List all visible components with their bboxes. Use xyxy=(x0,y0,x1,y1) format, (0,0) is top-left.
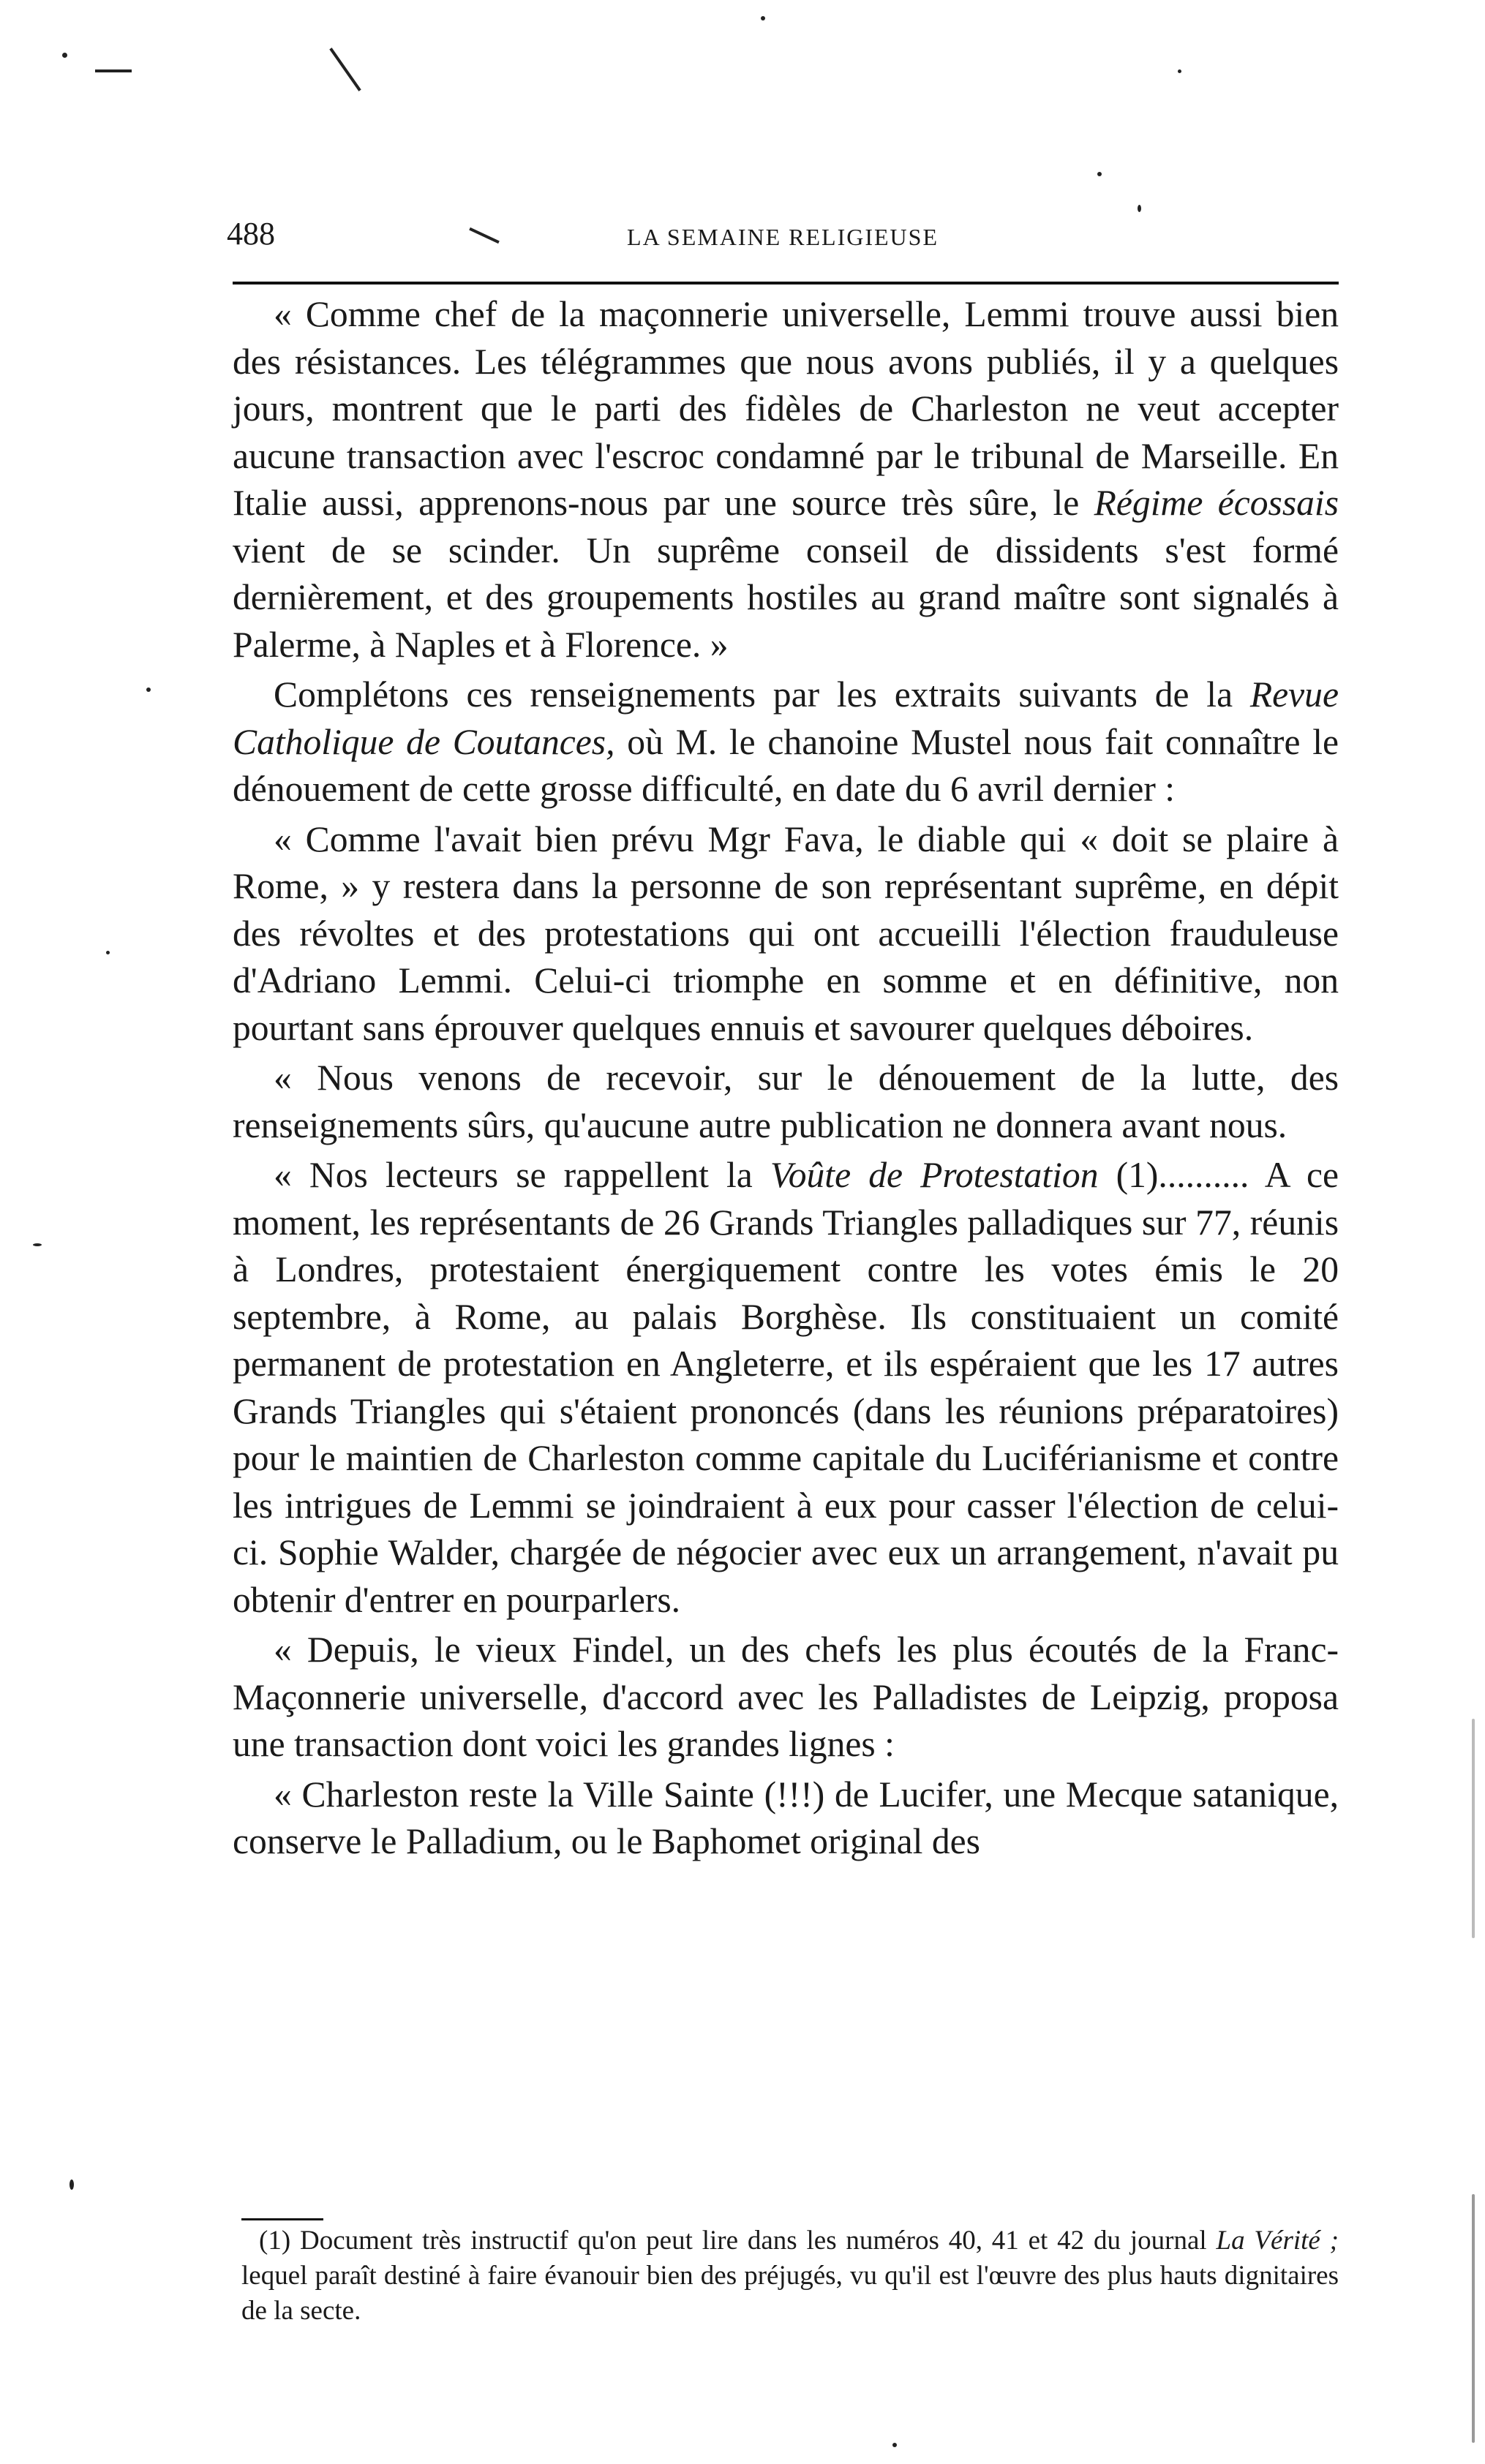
paragraph: Complétons ces renseignements par les extraits suivants de la Revue Catholique de Coutances, où M. le chanoine Mustel nous fait connaître le dénouement de cette grosse difficulté, en date du 6 avril dernier : xyxy=(233,674,1339,809)
scan-artifact xyxy=(106,951,110,954)
footnote: (1) Document très instructif qu'on peut lire dans les numéros 40, 41 et 42 du journal La Vérité ; lequel paraît destiné à faire évanouir bien des préjugés, vu qu'il est l'œuvre des plus hauts dignitaires de la secte. xyxy=(241,2226,1339,2326)
scan-artifact xyxy=(1138,205,1141,212)
scan-artifact xyxy=(761,16,765,20)
paragraph: « Comme chef de la maçonnerie universelle, Lemmi trouve aussi bien des résistances. Les télégrammes que nous avons publiés, il y a quelques jours, montrent que le parti des fidèles de Charleston ne veut accepter aucune transaction avec l'escroc condamné par le tribunal de Marseille. En Italie aussi, apprenons-nous par une source très sûre, le Régime écossais vient de se scinder. Un suprême conseil de dissidents s'est formé dernièrement, et des groupements hostiles au grand maître sont signalés à Palerme, à Naples et à Florence. » xyxy=(233,294,1339,665)
scan-artifact xyxy=(329,48,361,91)
scan-artifact xyxy=(1472,2194,1475,2443)
page-number: 488 xyxy=(227,216,275,252)
running-title: LA SEMAINE RELIGIEUSE xyxy=(627,224,939,250)
scan-artifact xyxy=(62,53,67,58)
body-text xyxy=(233,291,1339,1869)
footnote-rule xyxy=(241,2218,323,2220)
scan-artifact xyxy=(33,1243,42,1246)
paragraph: « Depuis, le vieux Findel, un des chefs les plus écoutés de la Franc-Maçonnerie universelle, d'accord avec les Palladistes de Leipzig, proposa une transaction dont voici les grandes lignes : xyxy=(233,1630,1339,1764)
paragraph: « Charleston reste la Ville Sainte (!!!) de Lucifer, une Mecque satanique, conserve le Palladium, ou le Baphomet original des xyxy=(233,1774,1339,1861)
scan-artifact xyxy=(146,687,151,692)
header-rule xyxy=(233,282,1339,285)
scan-artifact xyxy=(1472,1719,1475,1938)
paragraph: « Nos lecteurs se rappellent la Voûte de Protestation (1).......... A ce moment, les représentants de 26 Grands Triangles palladiques sur 77, réunis à Londres, protestaient énergiquement contre les votes émis le 20 septembre, à Rome, au palais Borghèse. Ils constituaient un comité permanent de protestation en Angleterre, et ils espéraient que les 17 autres Grands Triangles qui s'étaient prononcés (dans les réunions préparatoires) pour le maintien de Charleston comme capitale du Luciférianisme et contre les intrigues de Lemmi se joindraient à eux pour casser l'élection de celui-ci. Sophie Walder, chargée de négocier avec eux un arrangement, n'avait pu obtenir d'entrer en pourparlers. xyxy=(233,1155,1339,1620)
scan-artifact xyxy=(95,69,132,72)
page-header xyxy=(227,214,1339,255)
footnotes xyxy=(241,2223,1339,2329)
paragraph: « Nous venons de recevoir, sur le dénouement de la lutte, des renseignements sûrs, qu'aucune autre publication ne donnera avant nous. xyxy=(233,1058,1339,1145)
scan-artifact xyxy=(1178,69,1181,73)
scan-artifact xyxy=(1097,172,1102,176)
scan-artifact xyxy=(69,2179,74,2190)
paragraph: « Comme l'avait bien prévu Mgr Fava, le diable qui « doit se plaire à Rome, » y restera dans la personne de son représentant suprême, en dépit des révoltes et des protestations qui ont accueilli l'élection frauduleuse d'Adriano Lemmi. Celui-ci triomphe en somme et en définitive, non pourtant sans éprouver quelques ennuis et savourer quelques déboires. xyxy=(233,818,1339,1048)
scan-artifact xyxy=(892,2443,897,2447)
